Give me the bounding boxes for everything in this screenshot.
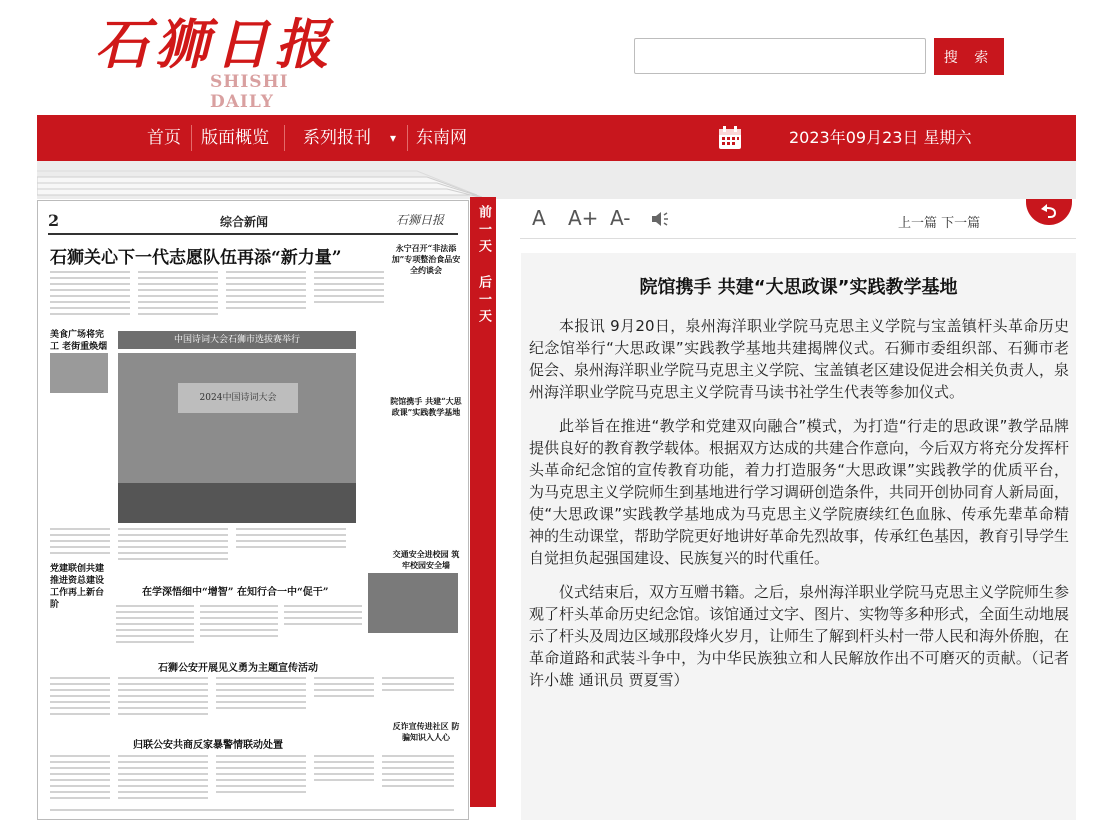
news-photo-small — [50, 353, 108, 393]
news-title-2[interactable]: 在学深悟细中“增智” 在知行合一中“促干” — [142, 587, 329, 598]
calendar-icon[interactable] — [717, 125, 743, 151]
font-reset-button[interactable]: A — [532, 206, 546, 230]
search-input[interactable] — [634, 38, 926, 74]
nav-series-papers[interactable]: 系列报刊 — [303, 128, 371, 148]
news-title-7[interactable]: 归联公安共商反家暴警情联动处置 — [133, 740, 283, 751]
news-title-mid[interactable]: 院馆携手 共建“大思政课”实践教学基地 — [390, 396, 462, 417]
photo-banner-text: 2024中国诗词大会 — [178, 383, 298, 413]
news-title-3[interactable]: 石狮公安开展见义勇为主题宣传活动 — [158, 663, 318, 674]
article-paragraph: 此举旨在推进“教学和党建双向融合”模式，为打造“行走的思政课”教学品牌提供良好的教育教学载体。根据双方达成的共建合作意向，今后双方将充分发挥杆头革命纪念馆的宣传教育功能，着力打造服务“大思政课”实践教学的优质平台，为马克思主义学院师生到基地进行学习调研创造条件，共同开创协同育人新局面，使“大思政课”实践教学基地成为马克思主义学院赓续红色血脉、传承先辈革命精神的生动课堂，帮助学院更好地讲好革命先烈故事，传承红色基因，教育引导学生自觉担负起强国建设、民族复兴的时代重任。 — [529, 417, 1070, 567]
nav-page-overview[interactable]: 版面概览 — [201, 128, 269, 148]
newspaper-page-thumbnail[interactable] — [37, 200, 469, 820]
news-title-4[interactable]: 党建联创共建 推进资总建设工作再上新台阶 — [50, 564, 105, 610]
search-button[interactable]: 搜 索 — [934, 38, 1004, 75]
masthead-small: 石狮日报 — [395, 213, 444, 227]
prev-article-link[interactable]: 上一篇 — [898, 216, 938, 231]
news-photo-main[interactable] — [118, 353, 356, 523]
article-pager — [898, 212, 980, 231]
nav-divider — [407, 125, 408, 151]
body-text-block — [116, 603, 366, 653]
article-panel — [521, 253, 1076, 820]
section-name: 综合新闻 — [220, 215, 269, 229]
day-navigation-label: 前一天 后一天 — [476, 205, 491, 326]
article-title: 院馆携手 共建“大思政课”实践教学基地 — [639, 277, 958, 298]
news-title-right[interactable]: 永宁召开“非法添加”专项整治食品安全约谈会 — [391, 243, 461, 275]
article-paragraph: 仪式结束后，双方互赠书籍。之后，泉州海洋职业学院马克思主义学院师生参观了杆头革命历史纪念馆。该馆通过文字、图片、实物等多种形式，全面生动地展示了杆头及周边区域那段烽火岁月，让师生了解到杆头村一带人民和海外侨胞，在革命道路和武装斗争中，为中华民族独立和人民解放作出不可磨灭的贡献。（记者 许小雄 通讯员 贾夏雪） — [529, 583, 1070, 689]
news-headline[interactable]: 石狮关心下一代志愿队伍再添“新力量” — [50, 248, 342, 268]
body-text-block — [50, 675, 460, 725]
main-navbar — [37, 115, 1076, 161]
article-paragraph: 本报讯 9月20日，泉州海洋职业学院马克思主义学院与宝盖镇杆头革命历史纪念馆举行“大思政课”实践教学基地共建揭牌仪式。石狮市委组织部、石狮市老促会、泉州海洋职业学院马克思主义学院、宝盖镇老区建设促进会相关负责人，泉州海洋职业学院马克思主义学院青马读书社学生代表等参加仪式。 — [529, 317, 1070, 401]
return-arrow-icon — [1026, 199, 1072, 225]
news-title-6[interactable]: 反诈宣传进社区 防骗知识入人心 — [392, 721, 460, 742]
logo-chinese-name: 石狮日报 — [95, 12, 335, 76]
nav-southeast-net[interactable]: 东南网 — [416, 128, 467, 148]
current-date: 2023年09月23日 星期六 — [789, 128, 972, 147]
nav-divider — [191, 125, 192, 151]
page-number: 2 — [48, 211, 60, 230]
nav-divider — [284, 125, 285, 151]
speaker-icon[interactable] — [650, 210, 670, 228]
article-body — [529, 315, 1069, 703]
article-toolbar — [520, 200, 1076, 239]
nav-home[interactable]: 首页 — [147, 128, 181, 148]
chevron-down-icon[interactable]: ▾ — [390, 131, 397, 145]
day-navigation-tab[interactable] — [470, 197, 496, 807]
body-text-block — [50, 269, 450, 329]
font-increase-button[interactable]: A+ — [568, 206, 599, 230]
paper-stack-decoration — [37, 161, 1076, 199]
back-button[interactable] — [1026, 199, 1072, 225]
news-title-left[interactable]: 美食广场将完工 老街重焕烟 — [50, 330, 108, 352]
site-logo[interactable] — [95, 12, 345, 112]
news-photo-right — [368, 573, 458, 633]
body-text-block — [50, 753, 460, 815]
font-decrease-button[interactable]: A- — [610, 206, 631, 230]
photo-caption: 中国诗词大会石狮市选拔赛举行 — [118, 331, 356, 349]
page-header — [48, 211, 458, 235]
logo-english-name: SHISHI DAILY — [210, 72, 289, 112]
news-title-5[interactable]: 交通安全进校园 筑牢校园安全墙 — [392, 549, 460, 570]
next-article-link[interactable]: 下一篇 — [941, 216, 981, 231]
